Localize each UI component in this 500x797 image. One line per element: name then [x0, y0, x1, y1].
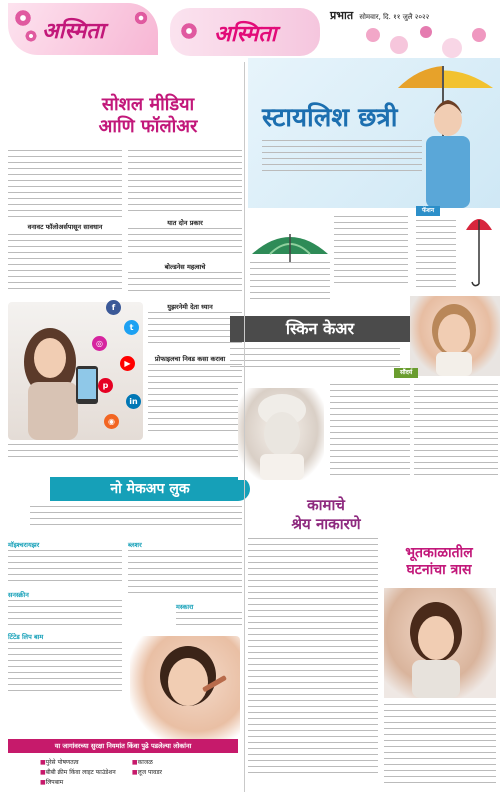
list-item: ■ लिपबाम: [40, 778, 130, 788]
list-item: ■ लूज पावडर: [132, 768, 222, 778]
article-text: [262, 140, 422, 176]
sub-heading: यात दोन प्रकार: [167, 219, 203, 227]
social-icons-cluster: [10, 298, 145, 438]
sub-heading: प्रोफाइलचा निवड कसा करावा: [154, 355, 226, 363]
tips-list: [40, 758, 230, 788]
article-text: [8, 642, 122, 696]
rss-icon: ◉: [104, 414, 119, 429]
article-text: [330, 384, 410, 480]
section-tag-fashion: फॅशन: [416, 206, 440, 216]
article-text: [414, 384, 498, 480]
instagram-icon: ◎: [92, 336, 107, 351]
article-text: [30, 506, 242, 530]
flower-icon: [180, 22, 198, 40]
article-text: [176, 612, 242, 630]
sub-heading: सनस्क्रीन: [8, 591, 29, 599]
article-text: [250, 262, 330, 304]
article-text: [8, 234, 122, 294]
youtube-icon: ▶: [120, 356, 135, 371]
makeup-woman-image: [130, 636, 240, 746]
sub-heading: मस्कारा: [176, 603, 194, 611]
sub-heading: टिंटेड लिप बाम: [8, 633, 44, 641]
article-text: [128, 550, 242, 598]
article-text: [148, 364, 242, 436]
article-text: [128, 150, 242, 216]
article-text: [128, 228, 242, 258]
bottom-strip-heading: या जागांवरच्या सुरक्षा नियमांत किंवा पुढे पडलेल्या लोकांना: [8, 739, 238, 753]
article-text: [8, 600, 122, 630]
masthead: [330, 8, 429, 23]
section-logo-secondary: [170, 8, 320, 56]
skincare-woman-image: [410, 296, 500, 376]
section-tag-beauty: सौंदर्य: [394, 368, 418, 378]
page-header: [0, 0, 500, 64]
issue-date: सोमवार, दि. ११ जुलै २०२२: [359, 13, 430, 21]
section-logo: [8, 3, 158, 55]
red-umbrella-icon: [462, 210, 496, 290]
list-item: ■ काजळ: [132, 758, 222, 768]
article-text: [230, 348, 400, 372]
past-events-headline: भूतकाळातील घटनांचा त्रास: [405, 545, 473, 578]
skincare-headline: स्किन केअर: [230, 316, 410, 342]
paper-name: प्रभात: [330, 9, 354, 22]
column-divider: [244, 62, 245, 792]
article-text: [8, 444, 242, 462]
article-text: [128, 272, 242, 296]
linkedin-icon: in: [126, 394, 141, 409]
flower-icon: [134, 11, 148, 25]
list-item: ■ बीबी क्रीम किंवा लाइट फाउंडेशन: [40, 768, 130, 778]
list-item: ■ पुरेसे पोषणतत्व: [40, 758, 130, 768]
article-text: [8, 550, 122, 586]
pinterest-icon: p: [98, 378, 113, 393]
sub-heading: युझरनेमी देता ध्यान: [167, 303, 213, 311]
article-text: [148, 312, 242, 348]
twitter-icon: t: [124, 320, 139, 335]
facebook-icon: f: [106, 300, 121, 315]
sub-heading: बोल्डनेस महत्वाचे: [164, 263, 206, 271]
section-title-secondary: अस्मिता: [214, 21, 277, 47]
umbrella-headline: स्टायलिश छत्री: [262, 103, 398, 133]
article-text: [334, 216, 408, 288]
no-makeup-headline: नो मेकअप लुक: [50, 477, 250, 501]
social-headline: सोशल मीडिया आणि फॉलोअर: [98, 94, 198, 137]
thoughtful-woman-image: [384, 588, 496, 698]
sub-heading: ब्लशर: [128, 541, 142, 549]
work-credit-headline: कामाचे श्रेय नाकारणे: [291, 496, 361, 533]
green-umbrella-image: [250, 228, 330, 262]
article-text: [8, 150, 122, 222]
sub-heading: मॉइश्चरायझर: [8, 541, 40, 549]
article-text: [416, 220, 456, 292]
flower-icon: [14, 9, 32, 27]
flower-icon: [25, 30, 38, 43]
sub-heading: वनावट फॉलोअर्सपासून सावधान: [27, 223, 103, 231]
decorative-circles: [360, 22, 500, 62]
article-text: [384, 704, 496, 788]
face-mask-woman-image: [238, 388, 324, 480]
article-text: [248, 538, 378, 778]
section-title: अस्मिता: [42, 18, 105, 44]
